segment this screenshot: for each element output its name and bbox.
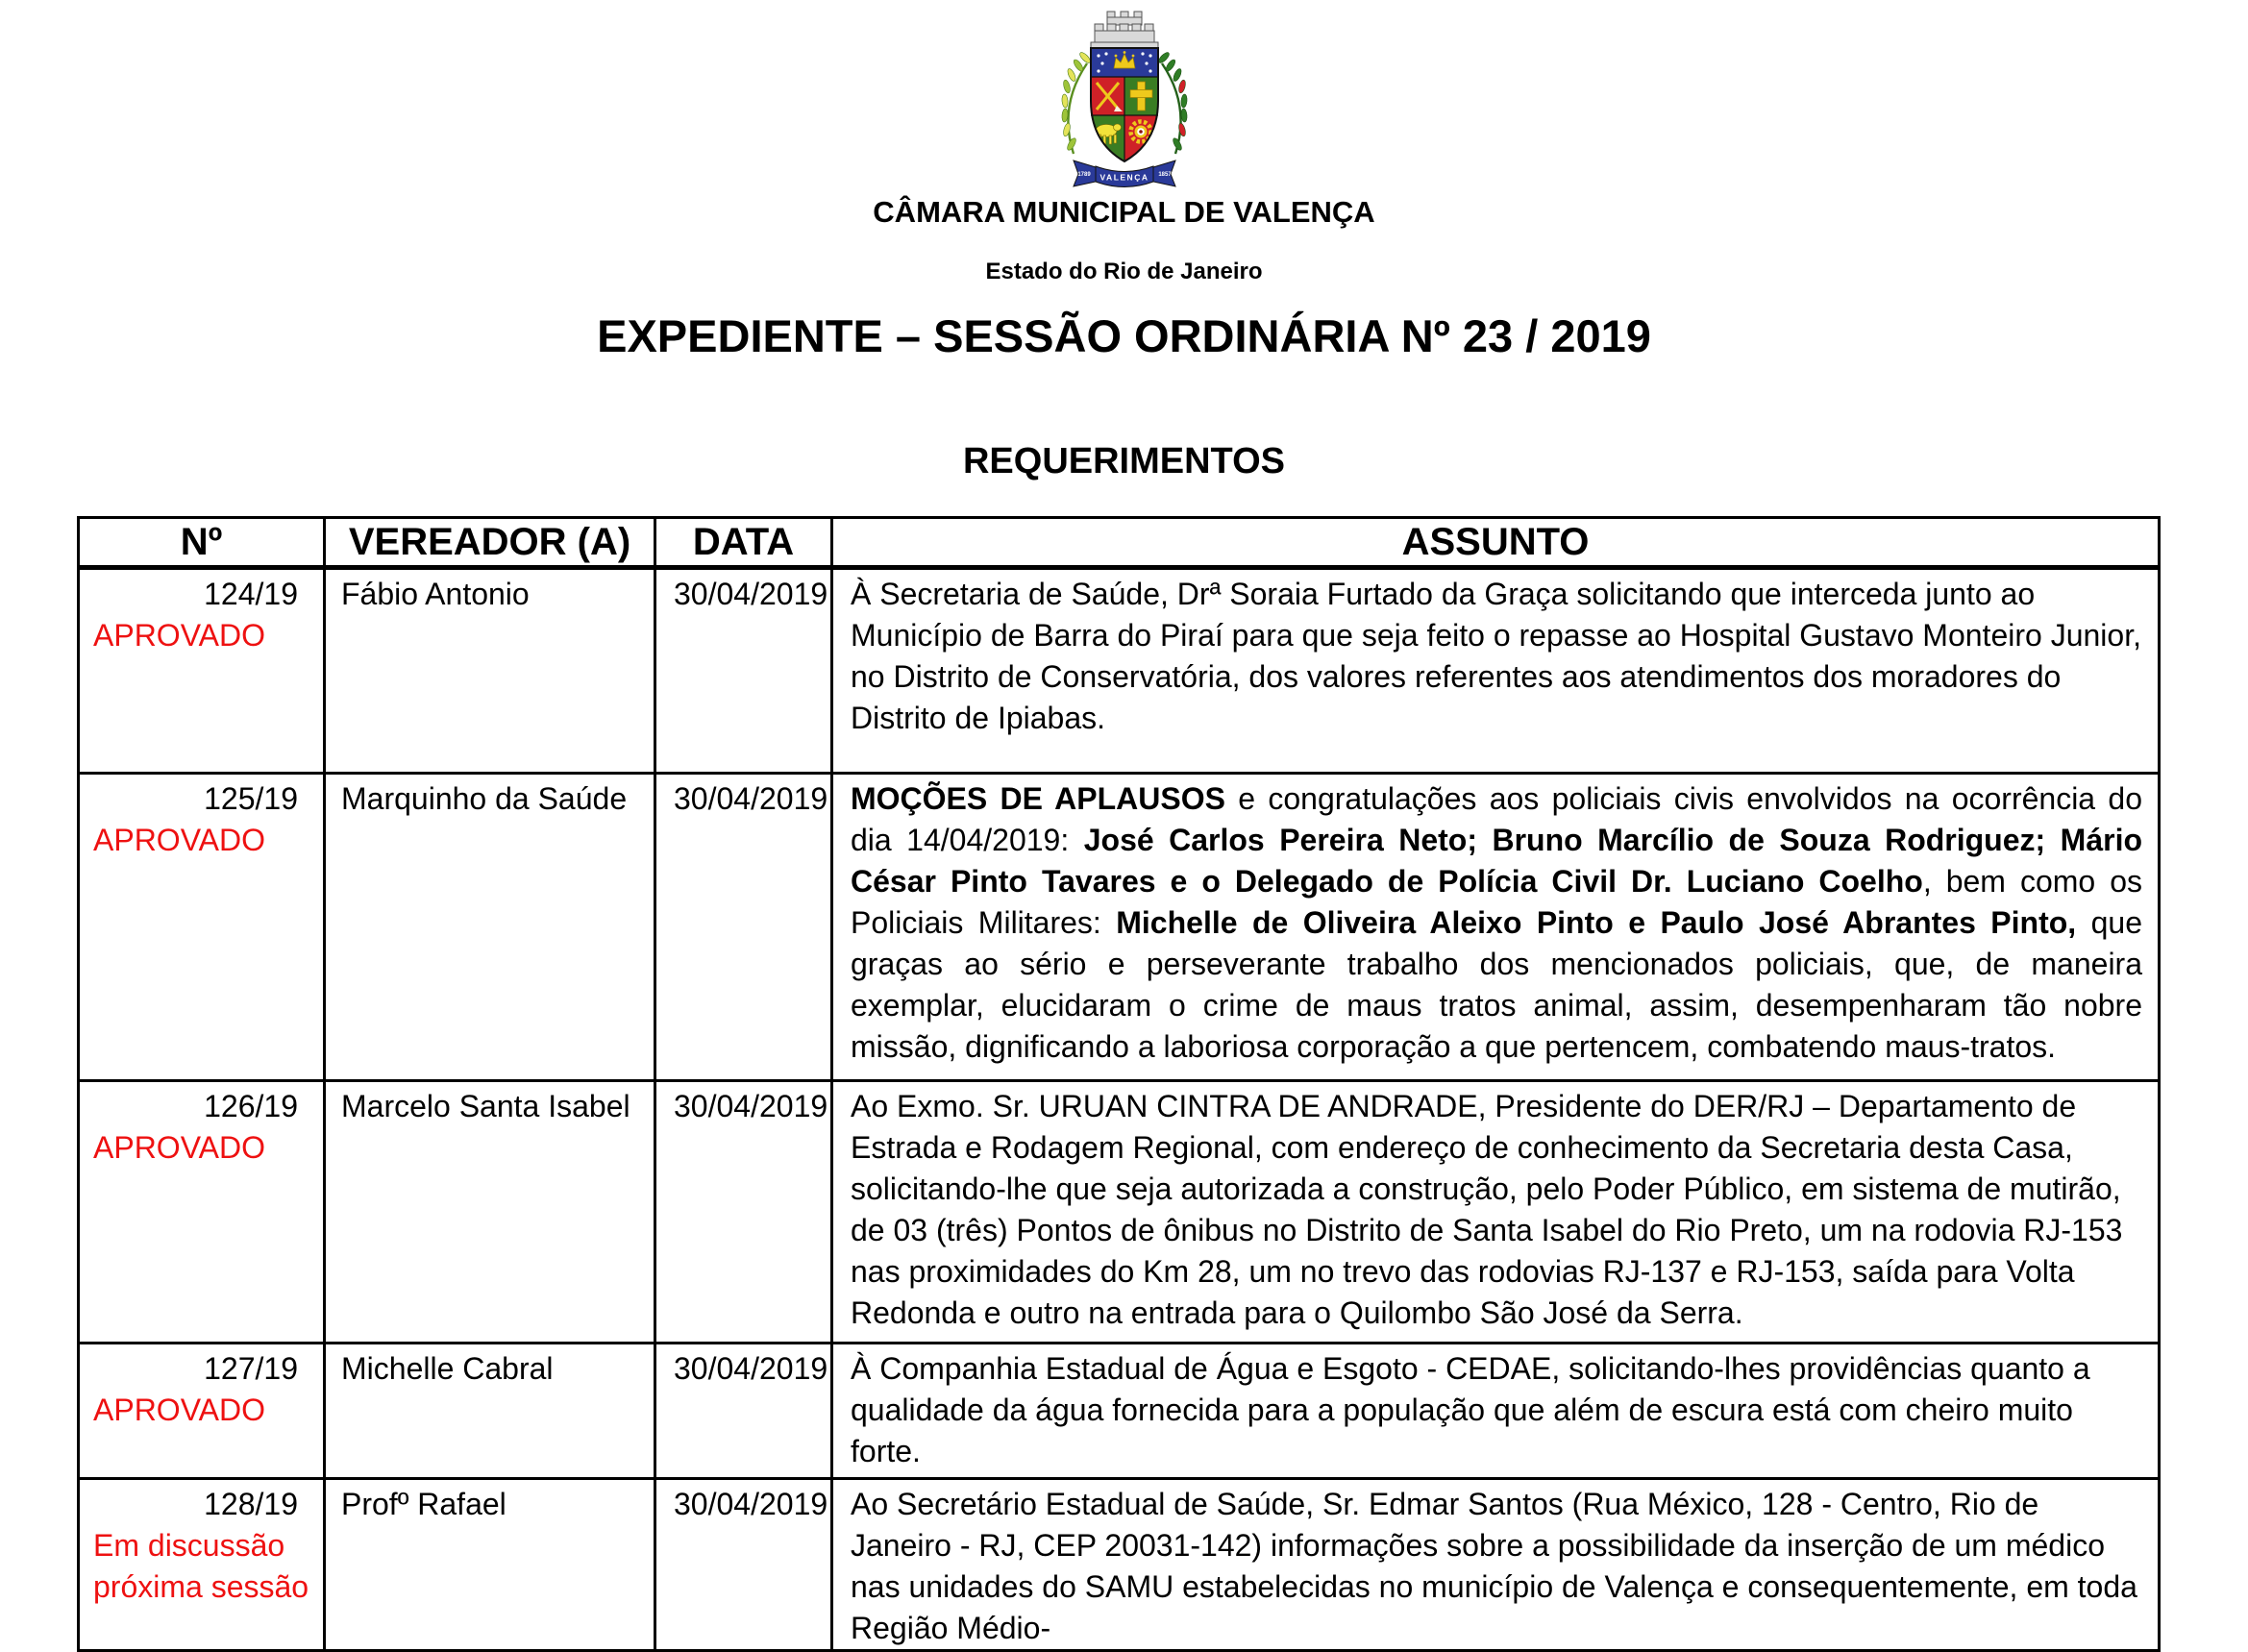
- numero-cell: [79, 774, 325, 1081]
- assunto-cell: [832, 1081, 2160, 1344]
- assunto-segment: que graças ao sério e perseverante trabalho dos mencionados policiais, que, de maneira exemplar, elucidaram o crime de maus tratos animal, assim, desempenharam tão nobre missão, dignificando a laboriosa corporação a que pertencem, combatendo maus-tratos.: [851, 905, 2143, 1064]
- table-row: [79, 774, 2160, 1081]
- assunto-segment: , bem como os Policiais Militares:: [851, 864, 2143, 940]
- assunto-cell: [832, 1344, 2160, 1479]
- col-header-data: DATA: [655, 518, 832, 568]
- data-cell: 30/04/2019: [655, 1081, 832, 1344]
- col-header-numero: Nº: [79, 518, 325, 568]
- assunto-cell: [832, 774, 2160, 1081]
- assunto-cell: [832, 568, 2160, 774]
- org-name: CÂMARA MUNICIPAL DE VALENÇA: [873, 195, 1375, 229]
- assunto-segment: Michelle de Oliveira Aleixo Pinto e Paulo José Abrantes Pinto,: [1116, 905, 2077, 940]
- req-number: 126/19: [204, 1089, 298, 1123]
- table-row: [79, 1344, 2160, 1479]
- assunto-segment: MOÇÕES DE APLAUSOS: [851, 781, 1225, 816]
- assunto-cell: [832, 1479, 2160, 1651]
- assunto-segment: Ao Secretário Estadual de Saúde, Sr. Edmar Santos (Rua México, 128 - Centro, Rio de Janeiro - RJ, CEP 20031-142) informações sobre a possibilidade da inserção de um médico nas unidades do SAMU estabelecidas no município de Valença e consequentemente, em toda Região Médio-: [851, 1487, 2137, 1645]
- numero-cell: [79, 1344, 325, 1479]
- ribbon-year-right: 1857: [1157, 172, 1172, 178]
- table-header: [79, 518, 2160, 568]
- requerimentos-table: [77, 516, 2161, 1652]
- assunto-segment: Ao Exmo. Sr. URUAN CINTRA DE ANDRADE, Presidente do DER/RJ – Departamento de Estrada e Rodagem Regional, com endereço de conhecimento da Secretaria desta Casa, solicitando-lhe que seja autorizada a construção, pelo Poder Público, em sistema de mutirão, de 03 (três) Pontos de ônibus no Distrito de Santa Isabel do Rio Preto, um na rodovia RJ-153 nas proximidades do Km 28, um no trevo das rodovias RJ-137 e RJ-153, saída para Volta Redonda e outro na entrada para o Quilombo São José da Serra.: [851, 1089, 2123, 1330]
- laurel-branch-right: [1156, 51, 1187, 154]
- req-status: [80, 615, 323, 656]
- table-row: [79, 1479, 2160, 1651]
- ribbon-year-left: 1789: [1076, 172, 1091, 178]
- section-title: REQUERIMENTOS: [962, 441, 1285, 481]
- shield: [1091, 48, 1158, 163]
- req-status-line: próxima sessão: [93, 1569, 309, 1604]
- assunto-segment: e congratulações aos policiais civis envolvidos na ocorrência do dia 14/04/2019:: [851, 781, 2142, 857]
- req-number: 125/19: [204, 781, 298, 816]
- requests-tbody: [79, 568, 2160, 1651]
- quarter-bull: [1091, 115, 1124, 163]
- vereador-cell: Marquinho da Saúde: [325, 774, 655, 1081]
- data-cell: 30/04/2019: [655, 774, 832, 1081]
- req-status: [80, 1127, 323, 1169]
- req-status: [80, 1525, 323, 1608]
- data-cell: 30/04/2019: [655, 568, 832, 774]
- data-cell: 30/04/2019: [655, 1344, 832, 1479]
- coat-of-arms: [1052, 10, 1197, 192]
- req-status-line: Em discussão: [93, 1528, 285, 1563]
- mural-crown-icon: [1091, 12, 1158, 48]
- req-status: [80, 1390, 323, 1431]
- org-subtitle: Estado do Rio de Janeiro: [985, 259, 1263, 284]
- col-header-assunto: ASSUNTO: [832, 518, 2160, 568]
- req-status-line: APROVADO: [93, 823, 265, 857]
- numero-cell: [79, 1081, 325, 1344]
- numero-cell: [79, 1479, 325, 1651]
- numero-cell: [79, 568, 325, 774]
- vereador-cell: Michelle Cabral: [325, 1344, 655, 1479]
- assunto-segment: À Secretaria de Saúde, Drª Soraia Furtado da Graça solicitando que interceda junto ao Município de Barra do Piraí para que seja feito o repasse ao Hospital Gustavo Monteiro Junior, no Distrito de Conservatória, dos valores referentes aos atendimentos dos moradores do Distrito de Ipiabas.: [851, 577, 2141, 735]
- vereador-cell: Marcelo Santa Isabel: [325, 1081, 655, 1344]
- table-row: [79, 568, 2160, 774]
- col-header-vereador: VEREADOR (A): [325, 518, 655, 568]
- req-number: 127/19: [204, 1351, 298, 1386]
- table-header-row: [79, 518, 2160, 568]
- vereador-cell: Fábio Antonio: [325, 568, 655, 774]
- document-title: EXPEDIENTE – SESSÃO ORDINÁRIA Nº 23 / 2019: [597, 310, 1651, 361]
- laurel-branch-left: [1061, 51, 1092, 154]
- req-status-line: APROVADO: [93, 618, 265, 653]
- req-number: 128/19: [204, 1487, 298, 1521]
- table-row: [79, 1081, 2160, 1344]
- data-cell: 30/04/2019: [655, 1479, 832, 1651]
- ribbon: [1074, 160, 1175, 187]
- req-number: 124/19: [204, 577, 298, 611]
- assunto-segment: À Companhia Estadual de Água e Esgoto - CEDAE, solicitando-lhes providências quanto a qualidade da água fornecida para a população que além de escura está com cheiro muito forte.: [851, 1351, 2090, 1468]
- req-status-line: APROVADO: [93, 1393, 265, 1427]
- assunto-segment: José Carlos Pereira Neto; Bruno Marcílio de Souza Rodriguez; Mário César Pinto Tavares e o Delegado de Polícia Civil Dr. Luciano Coelho: [851, 823, 2143, 899]
- req-status: [80, 820, 323, 861]
- req-status-line: APROVADO: [93, 1130, 265, 1165]
- ribbon-name: VALENÇA: [1099, 172, 1149, 183]
- vereador-cell: Profº Rafael: [325, 1479, 655, 1651]
